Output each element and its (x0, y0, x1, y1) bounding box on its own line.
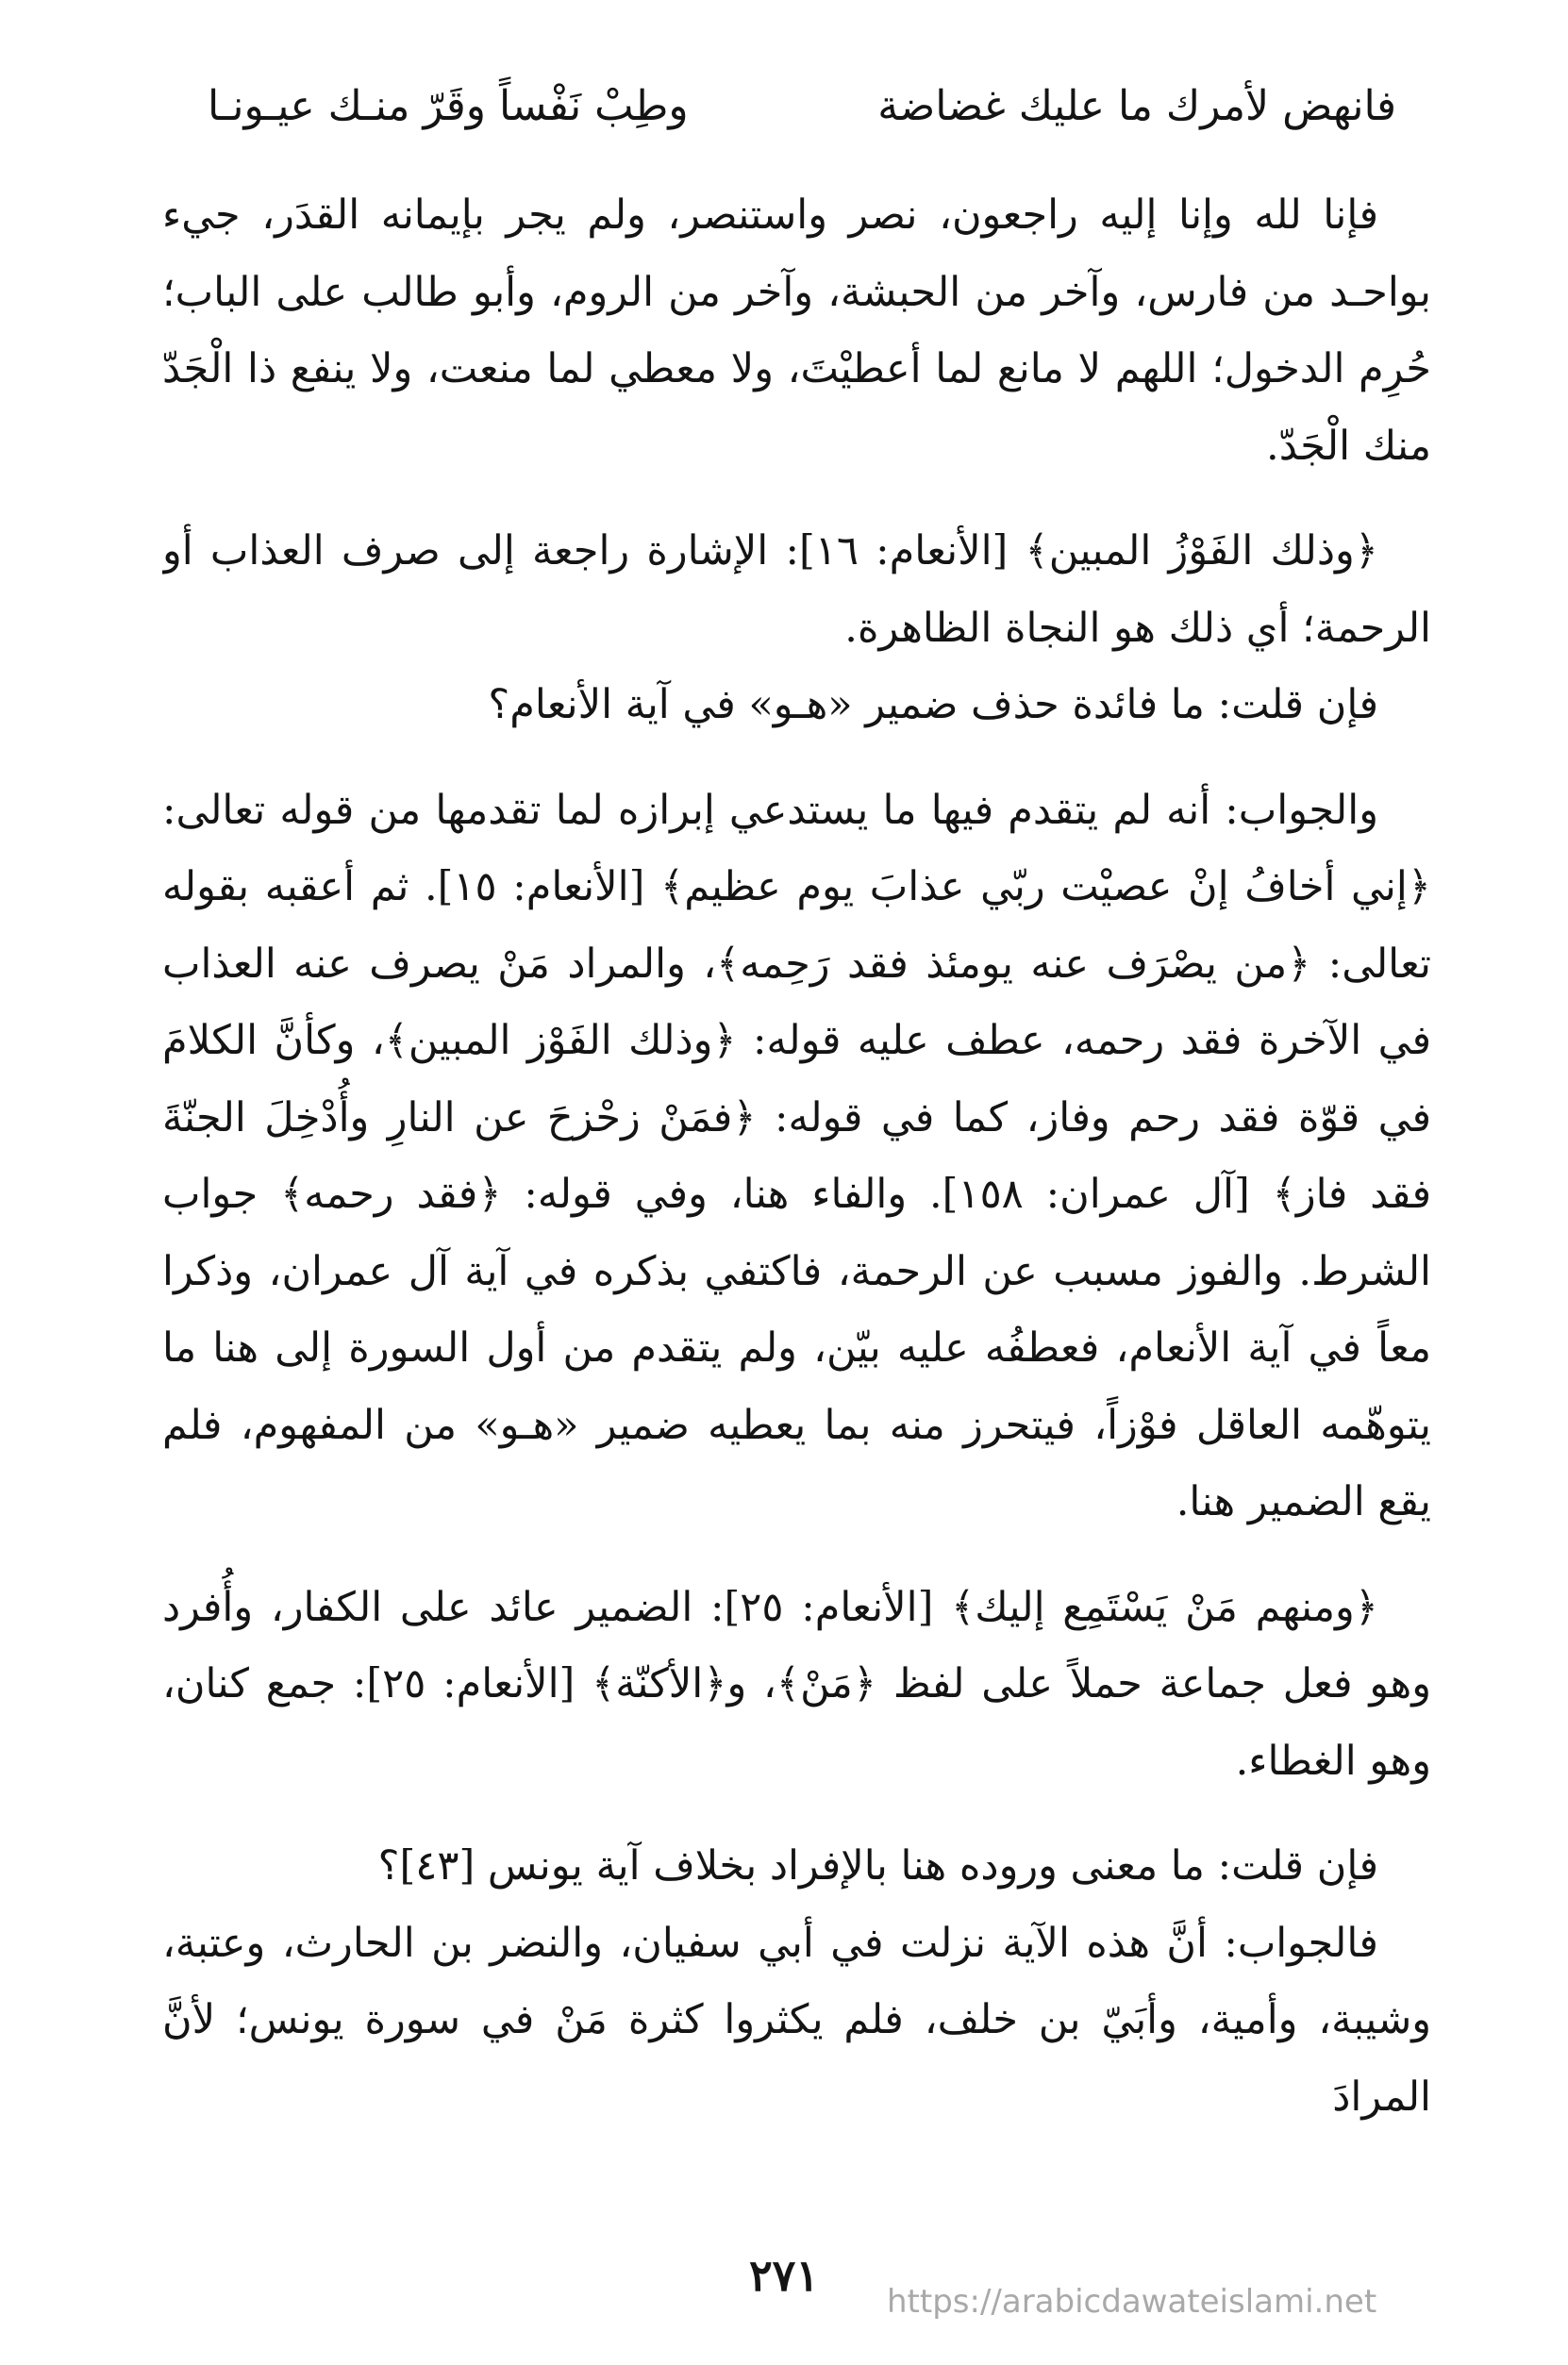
paragraph-1: فإنا لله وإنا إليه راجعون، نصر واستنصر، ولم يجر بإيمانه القدَر، جيء بواحـد من فارس، وآخر من الحبشة، وآخر من الروم، وأبو طالب على الباب؛ حُرِم الدخول؛ اللهم لا مانع لما أعطيْتَ، ولا معطي لما منعت، ولا ينفع ذا الْجَدّ منك الْجَدّ. (162, 192, 1431, 470)
verse-first-hemistich: فانهض لأمرك ما عليك غضاضة (877, 82, 1396, 130)
paragraph-7: فالجواب: أنَّ هذه الآية نزلت في أبي سفيان، والنضر بن الحارث، وعتبة، وشيبة، وأمية، وأبَيّ بن خلف، فلم يكثروا كثرة مَنْ في سورة يونس؛ لأنَّ المرادَ (162, 1919, 1431, 2121)
paragraph-5: ﴿ومنهم مَنْ يَسْتَمِع إليك﴾ [الأنعام: ٢٥]: الضمير عائد على الكفار، وأُفرد وهو فعل جماعة حملاً على لفظ ﴿مَنْ﴾، و﴿الأكنّة﴾ [الأنعام: ٢٥]: جمع كنان، وهو الغطاء. (162, 1583, 1431, 1785)
page-number: ٢٧١ (748, 2250, 820, 2301)
verse-second-hemistich: وطِبْ نَفْساً وقَرّ منـك عيـونـا (208, 82, 689, 130)
paragraph-2: ﴿وذلك الفَوْزُ المبين﴾ [الأنعام: ١٦]: الإشارة راجعة إلى صرف العذاب أو الرحمة؛ أي ذلك هو النجاة الظاهرة. (162, 527, 1431, 652)
paragraph-6: فإن قلت: ما معنى وروده هنا بالإفراد بخلاف آية يونس [٤٣]؟ (377, 1842, 1378, 1890)
watermark-url: https://arabicdawateislami.net (887, 2283, 1377, 2321)
paragraph-4: والجواب: أنه لم يتقدم فيها ما يستدعي إبرازه لما تقدمها من قوله تعالى: ﴿إني أخافُ إنْ عصيْت ربّي عذابَ يوم عظيم﴾ [الأنعام: ١٥]. ثم أعقبه بقوله تعالى: ﴿من يصْرَف عنه يومئذ فقد رَحِمه﴾، والمراد مَنْ يصرف عنه العذاب في الآخرة فقد رحمه، عطف عليه قوله: ﴿وذلك الفَوْز المبين﴾، وكأنَّ الكلامَ في قوّة فقد رحم وفاز، كما في قوله: ﴿فمَنْ زحْزحَ عن النارِ وأُدْخِلَ الجنّةَ فقد فاز﴾ [آل عمران: ١٥٨]. والفاء هنا، وفي قوله: ﴿فقد رحمه﴾ جواب الشرط. والفوز مسبب عن الرحمة، فاكتفي بذكره في آية آل عمران، وذكرا معاً في آية الأنعام، فعطفُه عليه بيّن، ولم يتقدم من أول السورة إلى هنا ما يتوهّمه العاقل فوْزاً، فيتحرز منه بما يعطيه ضمير «هـو» من المفهوم، فلم يقع الضمير هنا. (162, 786, 1431, 1525)
paragraph-3: فإن قلت: ما فائدة حذف ضمير «هـو» في آية الأنعام؟ (488, 681, 1378, 728)
header-verse (208, 74, 1396, 140)
main-text (162, 177, 1431, 2196)
